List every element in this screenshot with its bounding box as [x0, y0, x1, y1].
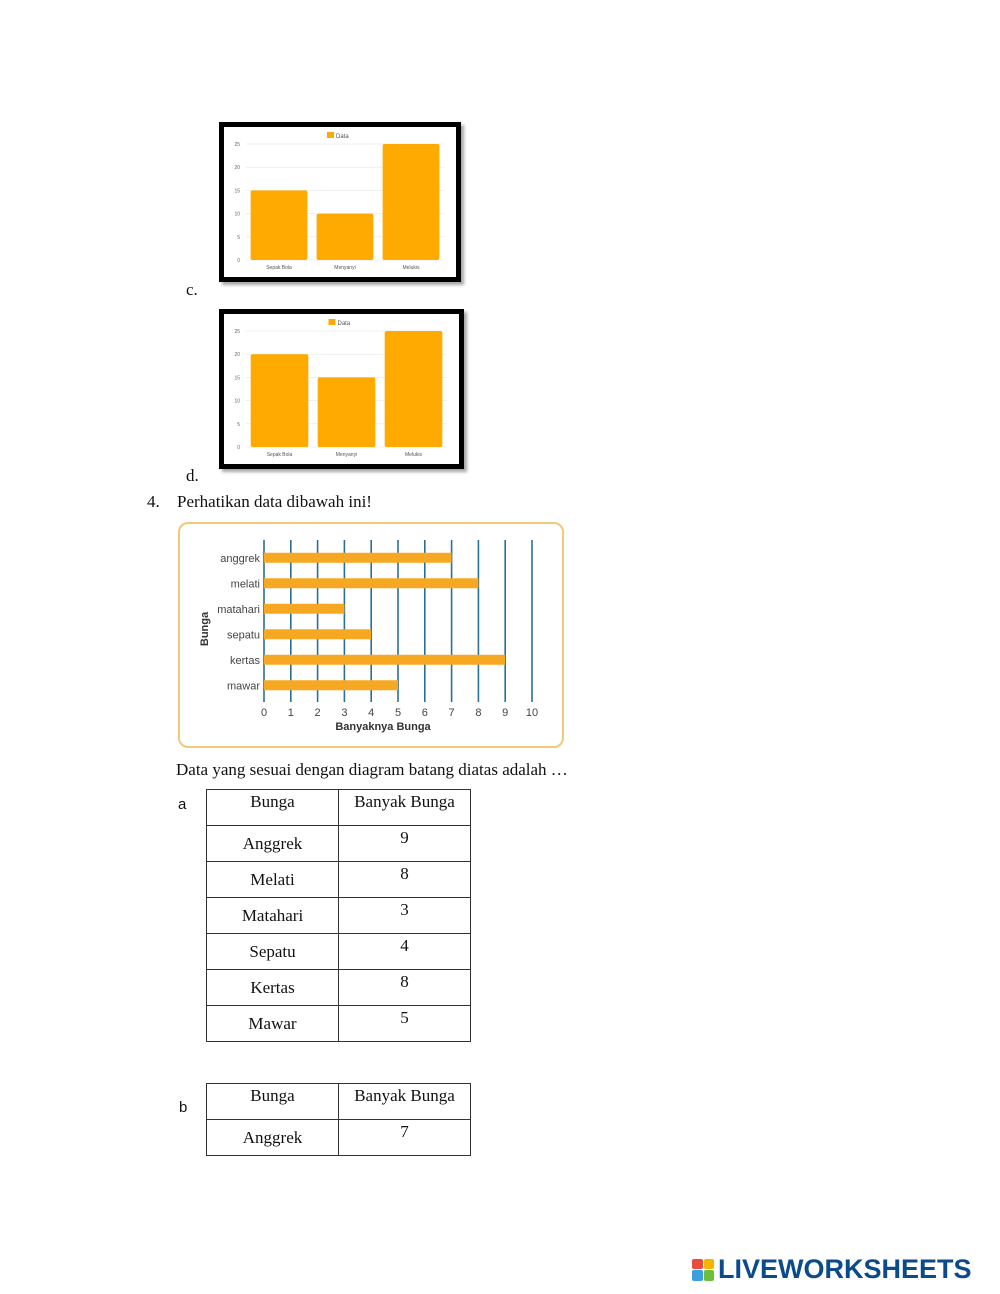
- answer-a-flower-cell: Sepatu: [207, 934, 339, 970]
- answer-a-count-cell: 5: [339, 1006, 471, 1042]
- logo-tile: [692, 1259, 703, 1270]
- flower-bar-chart: [178, 522, 564, 748]
- option-c-y-tick: 5: [237, 234, 240, 241]
- answer-a-count-cell: 8: [339, 862, 471, 898]
- answer-a-row: [207, 898, 471, 934]
- answer-b-header-row: [207, 1084, 471, 1120]
- flower-chart-x-tick: 6: [421, 707, 428, 719]
- flower-chart-x-tick: 3: [341, 707, 348, 719]
- answer-b-header-cell: Banyak Bunga: [339, 1084, 471, 1120]
- option-c-legend: [327, 132, 349, 140]
- option-d-legend: [329, 319, 351, 327]
- liveworksheets-brand: [692, 1254, 972, 1285]
- flower-chart-x-tick: 0: [260, 707, 268, 719]
- option-d-letter[interactable]: d.: [186, 466, 199, 485]
- option-d-chart: [219, 309, 464, 469]
- answer-a-row: [207, 970, 471, 1006]
- flower-chart-bar: [264, 553, 452, 563]
- flower-chart-y-tick: matahari: [217, 603, 260, 616]
- liveworksheets-logo-icon: [692, 1259, 714, 1281]
- flower-chart-x-tick: 5: [394, 707, 402, 719]
- option-d-bar: [251, 354, 309, 447]
- option-d-bar: [385, 331, 443, 447]
- answer-a-flower-cell: Matahari: [207, 898, 339, 934]
- flower-chart-y-tick: sepatu: [226, 629, 260, 642]
- brand-text: LIVEWORKSHEETS: [718, 1254, 972, 1284]
- flower-chart-x-tick: 1: [287, 707, 294, 719]
- question-number: 4.: [147, 492, 160, 511]
- option-c-legend-label: Data: [336, 134, 349, 140]
- logo-tile: [692, 1270, 703, 1281]
- option-d-x-tick: Menyanyi: [335, 452, 358, 458]
- option-d-bar: [318, 377, 376, 447]
- answer-a-header-cell: Bunga: [207, 790, 339, 826]
- flower-chart-x-tick: 9: [502, 707, 509, 719]
- answer-b-header-cell: Bunga: [207, 1084, 339, 1120]
- option-c-letter[interactable]: c.: [186, 280, 198, 299]
- option-c-bar-chart: [224, 127, 456, 277]
- answer-a-flower-cell: Mawar: [207, 1006, 339, 1042]
- option-d-x-tick: Melukis: [405, 452, 422, 458]
- answer-a-flower-cell: Anggrek: [207, 826, 339, 862]
- flower-chart-y-tick: mawar: [226, 680, 260, 693]
- option-c-y-tick: 25: [234, 142, 240, 148]
- option-c-x-tick: Menyanyi: [334, 265, 356, 271]
- option-c-y-tick: 0: [237, 258, 240, 264]
- flower-chart-x-label: Banyaknya Bunga: [335, 721, 431, 733]
- answer-a-header-cell: Banyak Bunga: [339, 790, 471, 826]
- option-d-y-tick: 20: [234, 352, 240, 359]
- option-d-legend-label: Data: [337, 321, 351, 327]
- option-d-legend-swatch: [329, 319, 336, 325]
- flower-chart-x-tick: 7: [448, 707, 455, 719]
- option-d-y-tick: 15: [234, 375, 240, 382]
- question-prompt: Data yang sesuai dengan diagram batang diatas adalah …: [176, 760, 568, 779]
- flower-chart-x-tick: 2: [314, 707, 321, 719]
- logo-tile: [704, 1270, 715, 1281]
- answer-a-row: [207, 1006, 471, 1042]
- option-c-y-tick: 15: [234, 188, 240, 195]
- flower-chart-y-tick: kertas: [230, 654, 260, 667]
- option-d-x-tick: Sepak Bola: [266, 452, 293, 458]
- flower-chart-x-tick: 10: [525, 707, 539, 719]
- answer-b-flower-cell: Anggrek: [207, 1120, 339, 1156]
- option-d-y-tick: 10: [234, 398, 240, 405]
- answer-a-count-cell: 9: [339, 826, 471, 862]
- option-d-y-tick: 0: [237, 445, 240, 451]
- flower-chart-x-tick: 4: [368, 707, 375, 719]
- flower-chart-x-tick: 8: [475, 707, 482, 719]
- option-d-y-tick: 25: [234, 329, 240, 335]
- flower-chart-bar: [264, 578, 478, 588]
- answer-a-count-cell: 3: [339, 898, 471, 934]
- flower-chart-bar: [264, 604, 344, 614]
- answer-a-row: [207, 826, 471, 862]
- flower-chart-y-tick: anggrek: [220, 552, 260, 565]
- answer-b-row: [207, 1120, 471, 1156]
- flower-chart-y-label: Bunga: [199, 611, 211, 647]
- answer-a-flower-cell: Melati: [207, 862, 339, 898]
- option-d-y-tick: 5: [237, 421, 240, 428]
- answer-b-letter[interactable]: b: [179, 1099, 188, 1116]
- option-c-bar: [383, 144, 440, 260]
- option-c-x-tick: Melukis: [402, 265, 420, 271]
- option-c-chart: [219, 122, 461, 282]
- answer-a-count-cell: 4: [339, 934, 471, 970]
- answer-b-count-cell: 7: [339, 1120, 471, 1156]
- answer-a-count-cell: 8: [339, 970, 471, 1006]
- answer-a-row: [207, 862, 471, 898]
- flower-chart-bar: [264, 655, 505, 665]
- answer-b-table: [206, 1083, 471, 1156]
- option-c-x-tick: Sepak Bola: [266, 265, 292, 271]
- option-c-y-tick: 20: [234, 165, 240, 172]
- option-c-legend-swatch: [327, 132, 334, 138]
- option-c-bar: [317, 214, 374, 260]
- flower-bar-chart-svg: [180, 524, 562, 746]
- question-text: Perhatikan data dibawah ini!: [177, 492, 372, 511]
- option-d-bar-chart: [224, 314, 459, 464]
- option-c-bar: [251, 190, 308, 260]
- answer-a-letter[interactable]: a: [178, 796, 187, 813]
- answer-a-table: [206, 789, 471, 1042]
- answer-a-flower-cell: Kertas: [207, 970, 339, 1006]
- logo-tile: [704, 1259, 715, 1270]
- option-c-y-tick: 10: [234, 211, 240, 218]
- flower-chart-bar: [264, 629, 371, 639]
- answer-a-row: [207, 934, 471, 970]
- flower-chart-bar: [264, 680, 398, 690]
- flower-chart-y-tick: melati: [230, 578, 260, 591]
- answer-a-header-row: [207, 790, 471, 826]
